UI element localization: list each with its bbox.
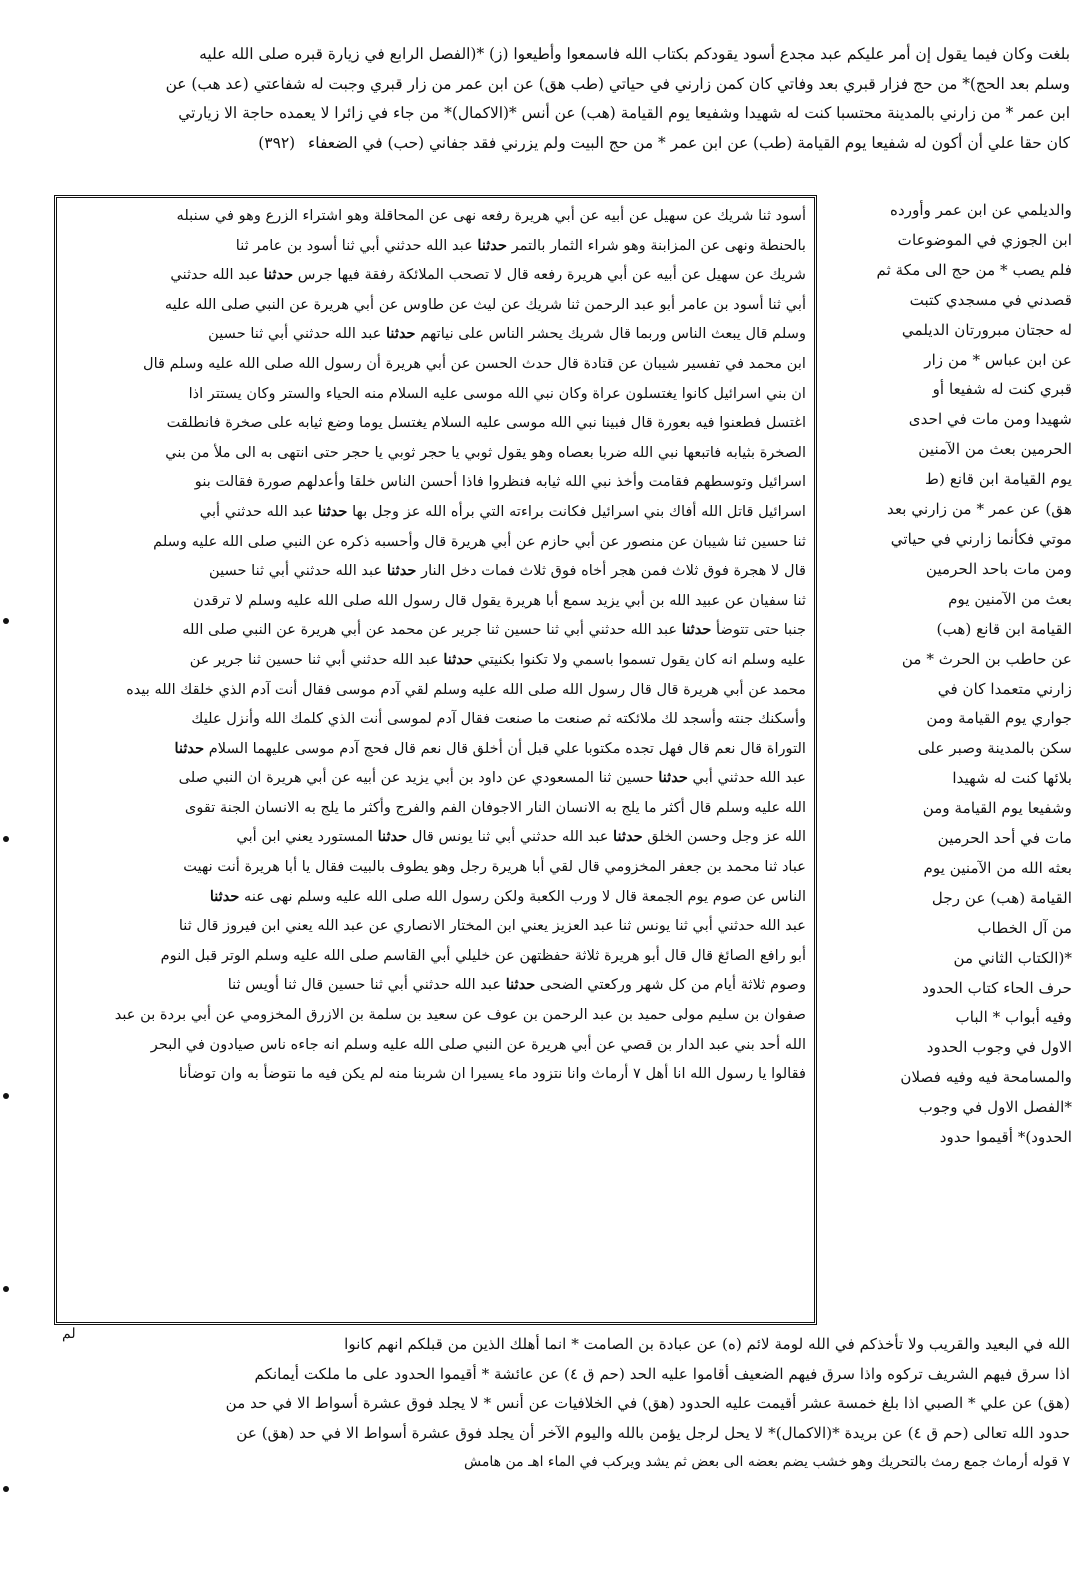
side-column-line: موتي فكأنما زارني في حياتي bbox=[890, 529, 1072, 548]
main-text-line: أبي ثنا أسود بن عامر أبو عبد الرحمن ثنا شريك عن ليث عن طاوس عن أبي هريرة عن النبي صلى الله عليه bbox=[164, 295, 806, 313]
main-text-line: ثنا سفيان عن عبيد الله بن أبي يزيد سمع أبا هريرة يقول قال رسول الله صلى الله عليه وسلم لا ترقدن bbox=[193, 591, 806, 609]
main-text-line: شريك عن سهيل عن أبيه عن أبي هريرة رفعه قال لا تصحب الملائكة رفقة فيها جرس حدثنا عبد الله حدثني bbox=[170, 266, 806, 284]
main-hadith-text bbox=[65, 201, 806, 1089]
page-number: (٣٩٢) bbox=[258, 133, 296, 152]
main-text-line: وسلم قال يبعث الناس وربما قال شريك يحشر الناس على نياتهم حدثنا عبد الله حدثني أبي ثنا حسين bbox=[208, 325, 806, 343]
main-text-frame bbox=[54, 195, 817, 1325]
side-column-line: قصدني في مسجدي كتبت bbox=[909, 290, 1072, 309]
side-commentary-column bbox=[820, 196, 1072, 1330]
side-column-line: هق) عن عمر * من زارني بعد bbox=[886, 500, 1072, 519]
side-column-line: القيامة ابن قانع (هب) bbox=[936, 619, 1072, 638]
haddathana-keyword: حدثنا bbox=[613, 828, 643, 846]
side-column-line: حرف الحاء كتاب الحدود bbox=[922, 978, 1072, 997]
main-text-line: اسرائيل وتوسطهم فقامت وأخذ نبي الله ثيابه فنظروا فاذا أحسن الناس خلقا وأعدلهم صورة فقالت بنو bbox=[194, 473, 806, 491]
header-line-text: كان حقا علي أن أكون له شفيعا يوم القيامة (طب) عن ابن عمر * من حج البيت ولم يزرني فقد جفاني (حب) في الضعفاء bbox=[308, 133, 1070, 152]
main-text-line: الله عز وجل وحسن الخلق حدثنا عبد الله حدثني أبي ثنا يونس قال حدثنا المستورد يعني ابن أبي bbox=[236, 828, 806, 846]
bottom-line: (هق) عن علي * الصبي اذا بلغ خمسة عشر أقيمت عليه الحدود (هق) في الخلافيات عن أنس * لا يجلد فوق عشرة أسواط الا في حد من bbox=[225, 1394, 1070, 1412]
main-text-line: عبد الله حدثني أبي حدثنا حسين ثنا المسعودي عن داود بن أبي يزيد عن أبيه عن أبي هريرة ان النبي صلى bbox=[178, 769, 806, 787]
main-text-line: الله عليه وسلم قال أكثر ما يلج به الانسان النار الاجوفان الفم والفرج وأكثر ما يلج به الانسان الجنة تقوى bbox=[184, 798, 806, 816]
bottom-text-block bbox=[52, 1330, 1070, 1510]
haddathana-keyword: حدثنا bbox=[377, 828, 408, 846]
side-column-line: شهيدا ومن مات في احدى bbox=[908, 410, 1072, 429]
header-line bbox=[52, 129, 1070, 159]
side-column-line: من آل الخطاب bbox=[977, 918, 1072, 937]
haddathana-keyword: حدثنا bbox=[209, 887, 240, 905]
side-column-line: مات في أحد الحرمين bbox=[937, 829, 1072, 848]
side-column-line: *الفصل الاول في وجوب bbox=[918, 1098, 1072, 1117]
side-column-line: ابن الجوزي في الموضوعات bbox=[897, 230, 1072, 249]
main-text-line: صفوان بن سليم مولى حميد بن عبد الرحمن بن عوف عن سعيد بن سلمة بن الازرق المخزومي عن أبي بردة بن عبد bbox=[114, 1006, 806, 1024]
bottom-line: اذا سرق فيهم الشريف تركوه واذا سرق فيهم الضعيف أقاموا عليه الحد (حم ق ٤) عن عائشة * أقيموا الحدود على ما ملكت أيمانكم bbox=[254, 1364, 1070, 1383]
header-line: وسلم بعد الحج)* من حج فزار قبري بعد وفاتي كان كمن زارني في حياتي (طب هق) عن ابن عمر من زار قبري وجبت له شفاعتي (عد هب) عن bbox=[165, 74, 1070, 93]
marginal-mark: لم bbox=[62, 1326, 76, 1342]
main-text-line: أسود ثنا شريك عن سهيل عن أبيه عن أبي هريرة رفعه نهى عن المحاقلة وهو اشتراء الزرع وهو في سنبله bbox=[176, 207, 806, 224]
main-text-line: وصوم ثلاثة أيام من كل شهر وركعتي الضحى حدثنا عبد الله حدثني أبي ثنا حسين قال ثنا أويس ثنا bbox=[227, 976, 806, 994]
side-column-line: *(الكتاب الثاني من bbox=[953, 948, 1072, 967]
header-line: بلغت وكان فيما يقول إن أمر عليكم عبد مجدع أسود يقودكم بكتاب الله فاسمعوا وأطيعوا (ز) *(الفصل الرابع في زيارة قبره صلى الله عليه bbox=[199, 45, 1070, 63]
side-column-line: عن حاطب بن الحرث * من bbox=[901, 649, 1072, 668]
main-text-line: قال لا هجرة فوق ثلاث فمن هجر أخاه فوق ثلاث فمات دخل النار حدثنا عبد الله حدثني أبي ثنا حسين bbox=[208, 562, 806, 580]
side-column-line: والديلمي عن ابن عمر وأورده bbox=[890, 201, 1072, 219]
scan-edge-mark bbox=[3, 1286, 9, 1292]
side-column-line: والمسامحة فيه وفيه فصلان bbox=[900, 1068, 1072, 1087]
main-text-line: الله أحد بني عبد الدار بن قصي عن أبي هريرة عن النبي صلى الله عليه وسلم انه جاءه ناس صيادون في البحر bbox=[150, 1035, 806, 1053]
side-column-line: ومن مات باحد الحرمين bbox=[925, 559, 1072, 578]
main-text-line: جنبا حتى تتوضأ حدثنا عبد الله حدثني أبي ثنا حسين ثنا جرير عن محمد عن أبي هريرة عن النبي صلى الله bbox=[182, 621, 806, 639]
main-text-line: عليه وسلم انه كان يقول تسموا باسمي ولا تكنوا بكنيتي حدثنا عبد الله حدثني أبي ثنا حسين ثنا جرير عن bbox=[189, 650, 806, 668]
scan-edge-mark bbox=[3, 618, 9, 624]
main-text-line: بالحنطة ونهى عن المزابنة وهو شراء الثمار بالتمر حدثنا عبد الله حدثني أبي ثنا أسود بن عامر ثنا bbox=[235, 236, 806, 254]
main-text-line: عباد ثنا محمد بن جعفر المخزومي قال لقي أبا هريرة رجل وهو يطوف بالبيت فقال يا أبا هريرة أنت نهيت bbox=[183, 858, 806, 876]
haddathana-keyword: حدثنا bbox=[505, 976, 536, 994]
side-column-line: وفيه أبواب * الباب bbox=[955, 1008, 1072, 1027]
scan-edge-mark bbox=[3, 1486, 9, 1492]
bottom-line: الله في البعيد والقريب ولا تأخذكم في الله لومة لائم (ه) عن عبادة بن الصامت * انما أهلك الذين من قبلكم انهم كانوا bbox=[344, 1335, 1070, 1353]
side-column-line: القيامة (هب) عن رجل bbox=[931, 888, 1072, 907]
haddathana-keyword: حدثنا bbox=[317, 502, 348, 520]
side-column-line: زارني متعمدا كان في bbox=[937, 679, 1072, 698]
main-text-line: اغتسل فطعنوا فيه بعورة قال فبينا نبي الله موسى عليه السلام يغتسل يوما وضع ثيابه على صخرة فانطلقت bbox=[166, 414, 806, 432]
main-text-line: فقالوا يا رسول الله انا أهل ٧ أرماث وانا نتزود ماء يسيرا ان شربنا منه لم يكن فيه ما نتوضأ به وان توضأنا bbox=[178, 1065, 806, 1083]
side-column-line: الحدود)* أقيموا حدود bbox=[939, 1128, 1072, 1147]
side-column-line: يوم القيامة ابن قانع (ط bbox=[925, 470, 1072, 489]
haddathana-keyword: حدثنا bbox=[385, 325, 416, 343]
scan-edge-mark bbox=[3, 1093, 9, 1099]
bottom-line: حدود الله تعالى (حم ق ٤) عن بريدة *(الاكمال)* لا يحل لرجل يؤمن بالله واليوم الآخر أن يجلد فوق عشرة أسواط الا في حد (هق) عن bbox=[236, 1423, 1070, 1442]
side-column-line: له حجتان مبرورتان الديلمي bbox=[901, 320, 1072, 339]
main-text-line: الناس عن صوم يوم الجمعة قال لا ورب الكعبة ولكن رسول الله صلى الله عليه وسلم نهى عنه حدثنا bbox=[209, 887, 806, 905]
main-text-line: ان بني اسرائيل كانوا يغتسلون عراة وكان نبي الله موسى عليه السلام منه الحياء والستر وكان يستتر اذا bbox=[188, 384, 806, 402]
main-text-line: التوراة قال نعم قال فهل تجده مكتوبا علي قبل أن أخلق قال نعم قال فحج آدم موسى عليهما السلام حدثنا bbox=[174, 739, 806, 757]
main-text-line: وأسكنك جنته وأسجد لك ملائكته ثم صنعت ما صنعت فقال آدم لموسى أنت الذي كلمك الله وأنزل عليك bbox=[191, 710, 806, 728]
side-column-line: قبري كنت له شفيعا أو bbox=[932, 380, 1072, 399]
main-text-line: محمد عن أبي هريرة قال قال رسول الله صلى الله عليه وسلم لقي آدم موسى فقال أنت آدم الذي خلقك الله بيده bbox=[126, 680, 806, 698]
main-text-line: عبد الله حدثني أبي ثنا يونس ثنا عبد العزيز يعني ابن المختار الانصاري عن عبد الله يعني ابن فيروز قال ثنا bbox=[178, 917, 806, 935]
side-column-line: بعثه الله من الآمنين يوم bbox=[923, 858, 1072, 877]
main-text-line: الصخرة بثيابه فاتبعها نبي الله ضربا بعصاه وهو يقول ثوبي يا حجر ثوبي يا حجر حتى انتهى به الى ملأ من بني bbox=[165, 443, 806, 461]
header-line: ابن عمر * من زارني بالمدينة محتسبا كنت له شهيدا وشفيعا يوم القيامة (هب) عن أنس *(الاكمال)* من جاء في زائرا لا يعمده حاجة الا زيارتي bbox=[178, 104, 1070, 122]
main-text-line: أبو رافع الصائغ قال قال أبو هريرة ثلاثة حفظتهن عن خليلي أبي القاسم صلى الله عليه وسلم الوتر قبل النوم bbox=[160, 946, 806, 964]
side-column-line: الاول في وجوب الحدود bbox=[926, 1038, 1072, 1057]
side-column-line: بلائها كنت له شهيدا bbox=[952, 769, 1072, 788]
haddathana-keyword: حدثنا bbox=[386, 562, 417, 580]
side-column-line: الحرمين بعث من الآمنين bbox=[918, 440, 1072, 459]
main-text-line: ثنا حسين ثنا شيبان عن منصور عن أبي حازم عن أبي هريرة قال وأحسبه ذكره عن النبي صلى الله عليه وسلم bbox=[153, 532, 806, 550]
haddathana-keyword: حدثنا bbox=[263, 266, 294, 284]
header-text-block bbox=[52, 40, 1070, 192]
main-text-line: ابن محمد في تفسير شيبان عن قتادة قال حدث الحسن عن أبي هريرة أن رسول الله صلى الله عليه وسلم قال bbox=[143, 354, 806, 372]
haddathana-keyword: حدثنا bbox=[681, 621, 712, 639]
main-text-line: اسرائيل قاتل الله أفاك بني اسرائيل فكانت براءته التي برأه الله عز وجل بها حدثنا عبد الله حدثني أبي bbox=[199, 502, 806, 520]
scan-edge-mark bbox=[3, 836, 9, 842]
side-column-line: جواري يوم القيامة ومن bbox=[926, 709, 1072, 728]
side-column-line: سكن بالمدينة وصبر على bbox=[917, 739, 1072, 758]
footnote: ٧ قوله أرماث جمع رمث بالتحريك وهو خشب يضم بعضه الى بعض ثم يشد ويركب في الماء اهـ من هامش bbox=[464, 1454, 1070, 1470]
side-column-line: فلم يصب * من حج الى مكة ثم bbox=[876, 260, 1072, 279]
haddathana-keyword: حدثنا bbox=[658, 769, 688, 787]
haddathana-keyword: حدثنا bbox=[443, 650, 473, 668]
haddathana-keyword: حدثنا bbox=[477, 236, 507, 254]
side-column-line: عن ابن عباس * من زار bbox=[924, 350, 1072, 369]
haddathana-keyword: حدثنا bbox=[174, 739, 205, 757]
side-column-line: بعث من الآمنين يوم bbox=[948, 589, 1072, 608]
side-column-line: وشفيعا يوم القيامة ومن bbox=[922, 799, 1072, 818]
